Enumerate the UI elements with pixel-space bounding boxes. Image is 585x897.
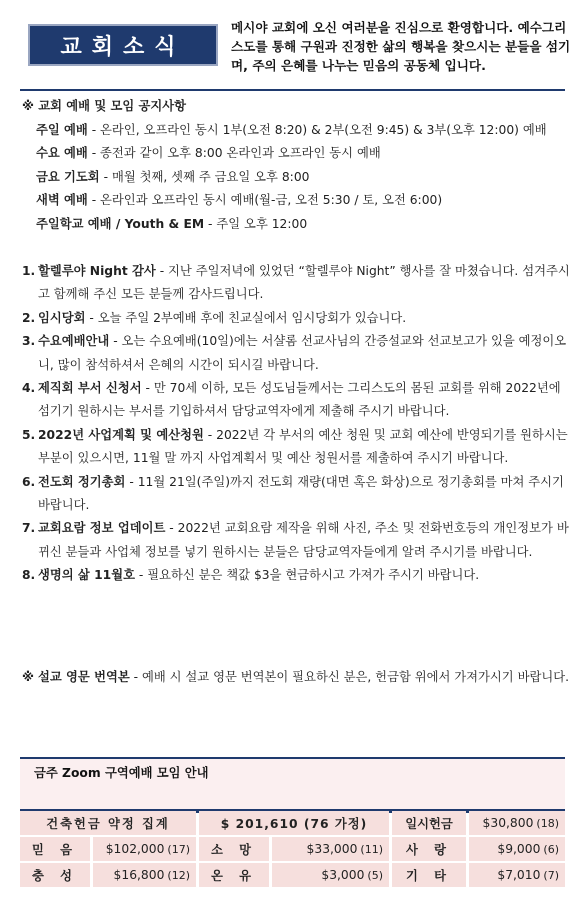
offering-value xyxy=(93,863,196,887)
count: (6) xyxy=(543,842,559,856)
announcement-item xyxy=(22,307,570,330)
offering-label: 사 랑 xyxy=(392,837,466,861)
offering-label: 믿 음 xyxy=(20,837,90,861)
count: (7) xyxy=(543,868,559,882)
announcement-item xyxy=(22,517,570,564)
offering-value xyxy=(272,863,389,887)
notice-heading: ※ 교회 예배 및 모임 공지사항 xyxy=(22,99,187,113)
amount: $7,010 xyxy=(497,868,541,882)
item-text: - 2022년 각 부서의 예산 청원 및 교회 예산에 반영되기를 원하시는 부분이 있으시면, 11월 말 까지 사업계획서 및 예산 청원서를 제출하여 주시기 바랍니다. xyxy=(38,427,568,466)
count: (5) xyxy=(367,868,383,882)
notice-label: 수요 예배 xyxy=(36,146,88,160)
notice-text: - 종전과 같이 오후 8:00 온라인과 오프라인 동시 예배 xyxy=(87,146,381,160)
notice-label: 새벽 예배 xyxy=(36,193,88,207)
offering-value xyxy=(469,863,565,887)
announcement-item xyxy=(22,260,570,307)
count: (18) xyxy=(536,816,559,830)
notice-row xyxy=(22,119,567,143)
notice-text: - 주일 오후 12:00 xyxy=(204,216,308,231)
announcement-item xyxy=(22,471,570,518)
worship-notice xyxy=(22,95,567,236)
item-text: - 필요하신 분은 책값 $3을 현금하시고 가져가 주시기 바랍니다. xyxy=(134,568,480,583)
item-text: - 11월 21일(주일)까지 전도회 재량(대면 혹은 화상)으로 정기총회를 마쳐 주시기 바랍니다. xyxy=(38,474,564,513)
page-title: 교회소식 xyxy=(60,34,186,60)
table-row xyxy=(20,837,565,861)
item-number: 6. xyxy=(22,474,36,489)
memo-text: - 예배 시 설교 영문 번역본이 필요하신 분은, 헌금함 위에서 가져가시기 바랍니다. xyxy=(129,670,570,684)
table-row xyxy=(20,863,565,887)
offering-value xyxy=(469,811,565,835)
item-label: 수요예배안내 xyxy=(38,334,110,349)
item-label: 교회요람 정보 업데이트 xyxy=(38,521,166,536)
offering-label: 온 유 xyxy=(199,863,269,887)
count: (12) xyxy=(167,868,190,882)
notice-row xyxy=(22,213,567,237)
item-label: 전도회 정기총회 xyxy=(38,474,126,489)
notice-text: - 매월 첫째, 셋째 주 금요일 오후 8:00 xyxy=(99,169,310,184)
amount: $9,000 xyxy=(497,842,541,856)
amount: $30,800 xyxy=(482,816,534,830)
item-text: - 오늘 주일 2부예배 후에 친교실에서 임시당회가 있습니다. xyxy=(85,310,407,325)
notice-text: - 온라인, 오프라인 동시 1부(오전 8:20) & 2부(오전 9:45) & 3부(오후 12:00) 예배 xyxy=(87,122,547,137)
welcome-message: 메시야 교회에 오신 여러분을 진심으로 환영합니다. 예수그리스도를 통해 구원과 진정한 삶의 행복을 찾으시는 분들을 섬기며, 주의 은혜를 나누는 믿음의 공동체 입니다. xyxy=(231,20,571,73)
notice-label: 금요 기도회 xyxy=(36,169,100,184)
item-label: 생명의 삶 11월호 xyxy=(38,568,135,583)
count: (17) xyxy=(167,842,190,856)
item-text: - 만 70세 이하, 모든 성도님들께서는 그리스도의 몸된 교회를 위해 2022년에 섬기기 원하시는 부서를 기입하셔서 담당교역자에게 제출해 주시기 바랍니다. xyxy=(38,381,561,419)
notice-row xyxy=(22,189,567,213)
item-number: 2. xyxy=(22,310,36,325)
notice-label: 주일 예배 xyxy=(36,122,88,137)
offering-table xyxy=(20,811,565,889)
item-number: 8. xyxy=(22,568,36,583)
item-label: 2022년 사업계획 및 예산청원 xyxy=(38,427,204,442)
header-divider xyxy=(20,89,565,91)
amount: $3,000 xyxy=(321,868,365,882)
table-row xyxy=(20,811,565,835)
offering-value xyxy=(469,837,565,861)
count: (11) xyxy=(360,842,383,856)
offering-value xyxy=(272,837,389,861)
item-label: 제직회 부서 신청서 xyxy=(38,381,142,396)
announcement-list xyxy=(22,260,570,588)
item-number: 4. xyxy=(22,381,36,396)
item-text: - 오는 수요예배(10일)에는 서샬롬 선교사님의 간증설교와 선교보고가 있을 예정이오니, 많이 참석하셔서 은혜의 시간이 되시길 바랍니다. xyxy=(38,334,567,372)
amount: $33,000 xyxy=(306,842,358,856)
building-label: 건축헌금 약정 집계 xyxy=(20,811,196,835)
title-banner xyxy=(28,24,218,66)
amount: $102,000 xyxy=(105,842,165,856)
announcement-item xyxy=(22,564,570,587)
item-text: - 2022년 교회요람 제작을 위해 사진, 주소 및 전화번호등의 개인정보가 바뀌신 분들과 사업체 정보를 넣기 원하시는 분들은 담당교역자들에게 알려 주시기를 바랍니다. xyxy=(38,521,569,559)
announcement-item xyxy=(22,377,570,424)
announcement-item xyxy=(22,424,570,471)
page-header xyxy=(0,0,585,85)
offering-label: 기 타 xyxy=(392,863,466,887)
item-number: 5. xyxy=(22,427,36,442)
announcement-item xyxy=(22,330,570,377)
offering-label: 충 성 xyxy=(20,863,90,887)
notice-row xyxy=(22,142,567,166)
offering-label: 일시헌금 xyxy=(392,811,466,835)
zoom-title: 금주 Zoom 구역예배 모임 안내 xyxy=(34,766,209,780)
amount: $16,800 xyxy=(113,868,165,882)
building-value: $ 201,610 (76 가정) xyxy=(199,811,389,835)
notice-row xyxy=(22,166,567,190)
offering-label: 소 망 xyxy=(199,837,269,861)
item-number: 7. xyxy=(22,521,36,536)
item-number: 3. xyxy=(22,334,36,349)
memo-label: 설교 영문 번역본 xyxy=(38,670,130,684)
item-label: 할렐루야 Night 감사 xyxy=(38,264,156,278)
zoom-section xyxy=(20,757,565,813)
translation-notice xyxy=(22,666,570,689)
notice-label: 주일학교 예배 / Youth & EM xyxy=(36,216,205,231)
item-text: - 지난 주일저녁에 있었던 “할렐루야 Night” 행사를 잘 마쳤습니다. 섬겨주시고 함께해 주신 모든 분들께 감사드립니다. xyxy=(38,264,570,302)
offering-value xyxy=(93,837,196,861)
item-number: 1. xyxy=(22,264,36,278)
notice-text: - 온라인과 오프라인 동시 예배(월-금, 오전 5:30 / 토, 오전 6:00) xyxy=(87,193,443,207)
note-mark: ※ xyxy=(22,670,34,684)
item-label: 임시당회 xyxy=(38,310,86,325)
